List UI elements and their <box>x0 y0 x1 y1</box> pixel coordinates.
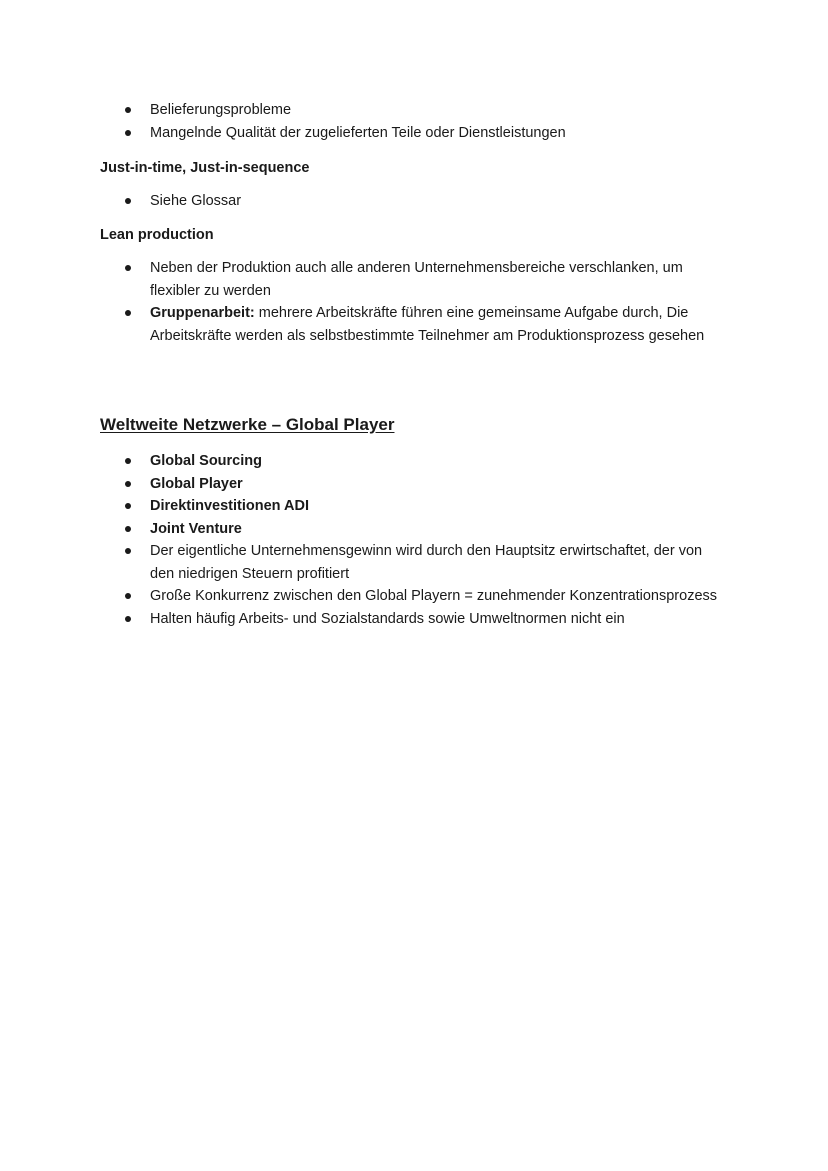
list-item-text: Große Konkurrenz zwischen den Global Playern = zunehmender Konzentrationsprozess <box>150 588 718 604</box>
list-item <box>124 495 724 518</box>
list-item-text: Mangelnde Qualität der zugelieferten Teile oder Dienstleistungen <box>150 124 566 141</box>
list-item <box>124 302 724 347</box>
list-item-text: Global Player <box>150 475 243 492</box>
list-item-text: Neben der Produktion auch alle anderen Unternehmensbereiche verschlanken, um flexibler zu werden <box>150 260 683 299</box>
bullet-icon <box>125 130 131 136</box>
list-item-text: Global Sourcing <box>150 453 262 469</box>
list-item-text: Siehe Glossar <box>150 193 242 209</box>
bullet-icon <box>125 526 131 532</box>
section-title: Weltweite Netzwerke – Global Player <box>100 415 395 434</box>
bullet-list-lean <box>124 257 724 347</box>
heading-just-in-time: Just-in-time, Just-in-sequence <box>100 160 310 176</box>
list-item-text: Direktinvestitionen ADI <box>150 498 309 514</box>
bullet-icon <box>125 503 131 509</box>
list-item <box>124 518 724 541</box>
list-item <box>124 99 724 122</box>
bullet-icon <box>125 593 131 599</box>
list-item <box>124 450 724 473</box>
list-item-text: Belieferungsprobleme <box>150 102 292 118</box>
bullet-icon <box>125 310 131 316</box>
list-item <box>124 585 724 608</box>
bullet-icon <box>125 616 131 622</box>
list-item <box>124 473 724 496</box>
list-item-text: mehrere Arbeitskräfte führen eine gemeinsame Aufgabe durch, Die Arbeitskräfte werden als selbstbestimmte Teilnehmer am Produktionsprozess gesehen <box>150 305 705 344</box>
heading-lean-production: Lean production <box>100 227 214 243</box>
bullet-icon <box>125 481 131 487</box>
bullet-icon <box>125 265 131 271</box>
list-item <box>124 122 724 145</box>
list-item-bold-term: Gruppenarbeit: <box>150 305 255 321</box>
bullet-icon <box>125 548 131 554</box>
bullet-icon <box>125 458 131 464</box>
list-item <box>124 540 724 585</box>
list-item <box>124 190 724 213</box>
bullet-icon <box>125 198 131 204</box>
list-item <box>124 257 724 302</box>
list-item <box>124 608 724 631</box>
list-item-text: Joint Venture <box>150 520 242 537</box>
list-item-text: Halten häufig Arbeits- und Sozialstandards sowie Umweltnormen nicht ein <box>150 610 625 627</box>
list-item-text: Der eigentliche Unternehmensgewinn wird durch den Hauptsitz erwirtschaftet, der von den niedrigen Steuern profitiert <box>150 543 703 582</box>
bullet-list-global-player <box>124 450 724 630</box>
bullet-icon <box>125 107 131 113</box>
bullet-list-jit <box>124 190 724 213</box>
bullet-list-problems <box>124 99 724 144</box>
